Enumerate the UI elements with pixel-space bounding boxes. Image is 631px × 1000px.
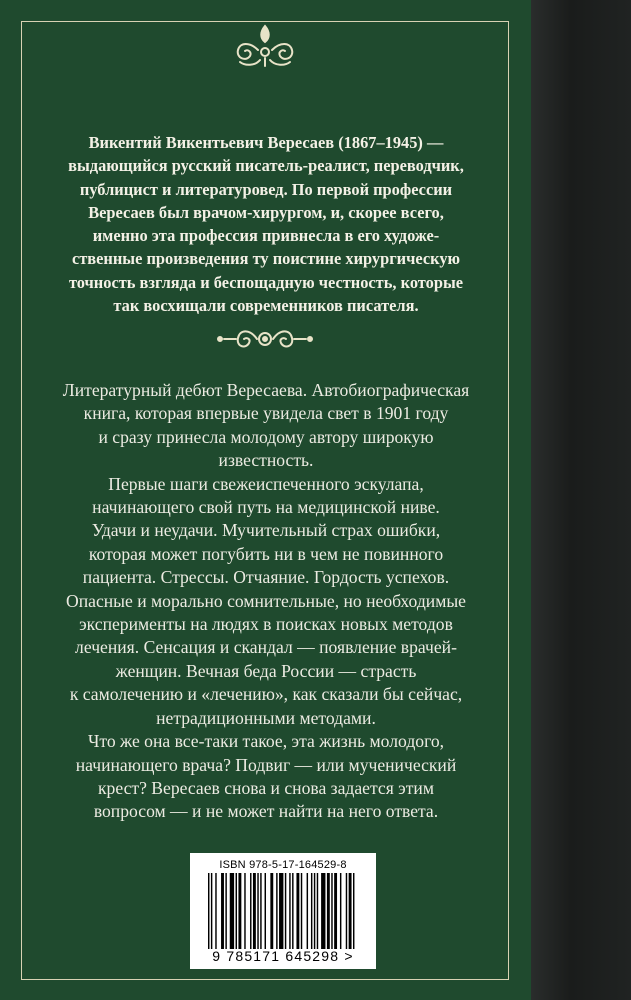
description-line: вопросом — и не может найти на него ответа. bbox=[93, 801, 439, 822]
intro-line: так восхищали современников писателя. bbox=[113, 296, 419, 316]
description-line: Литературный дебют Вересаева. Автобиографическая bbox=[62, 380, 470, 400]
description-line: пациента. Стрессы. Отчаяние. Гордость успехов. bbox=[82, 567, 450, 588]
description-line: Опасные и морально сомнительные, но необходимые bbox=[66, 590, 466, 611]
description-line: лечения. Сенсация и скандал — появление врачей- bbox=[75, 637, 457, 658]
barcode-panel bbox=[190, 853, 376, 969]
description-line: книга, которая впервые увидела свет в 1901 году bbox=[83, 403, 449, 424]
author-intro bbox=[40, 131, 492, 317]
intro-line: точность взгляда и беспощадную честность, которые bbox=[68, 272, 464, 292]
intro-line: именно эта профессия привнесла в его художе- bbox=[92, 226, 440, 246]
barcode-bars bbox=[208, 873, 358, 949]
description-line: известность. bbox=[218, 450, 314, 471]
intro-line: ственные произведения ту поистине хирургическую bbox=[71, 249, 461, 269]
description-line: к самолечению и «лечению», как сказали бы сейчас, bbox=[69, 684, 463, 705]
description-line: крест? Вересаев снова и снова задается этим bbox=[98, 777, 434, 798]
description-line: Удачи и неудачи. Мучительный страх ошибки, bbox=[91, 520, 441, 541]
barcode-digits: 9 785171 645298 > bbox=[212, 948, 354, 964]
description-line: Первые шаги свежеиспеченного эскулапа, bbox=[108, 473, 424, 494]
description-line: эксперименты на людях в поисках новых методов bbox=[79, 614, 453, 635]
top-ornament-icon bbox=[200, 20, 330, 70]
description-line: женщин. Вечная беда России — страсть bbox=[115, 660, 417, 681]
description-line: Что же она все-таки такое, эта жизнь молодого, bbox=[87, 731, 445, 752]
book-spine bbox=[531, 0, 631, 1000]
intro-line: Викентий Викентьевич Вересаев (1867–1945) — bbox=[88, 133, 444, 152]
middle-ornament-icon bbox=[200, 314, 330, 364]
book-description bbox=[40, 379, 492, 824]
description-line: начинающего врача? Подвиг — или мученический bbox=[75, 754, 457, 775]
description-line: которая может погубить ни в чем не повинного bbox=[88, 543, 444, 564]
description-line: начинающего свой путь на медицинской ниве. bbox=[92, 497, 440, 518]
isbn-label: ISBN 978-5-17-164529-8 bbox=[219, 859, 347, 871]
intro-line: выдающийся русский писатель-реалист, переводчик, bbox=[68, 156, 464, 176]
intro-line: Вересаев был врачом-хирургом, и, скорее всего, bbox=[88, 202, 444, 222]
description-line: нетрадиционными методами. bbox=[156, 707, 376, 728]
description-line: и сразу принесла молодому автору широкую bbox=[98, 426, 434, 447]
intro-line: публицист и литературовед. По первой профессии bbox=[79, 179, 453, 199]
